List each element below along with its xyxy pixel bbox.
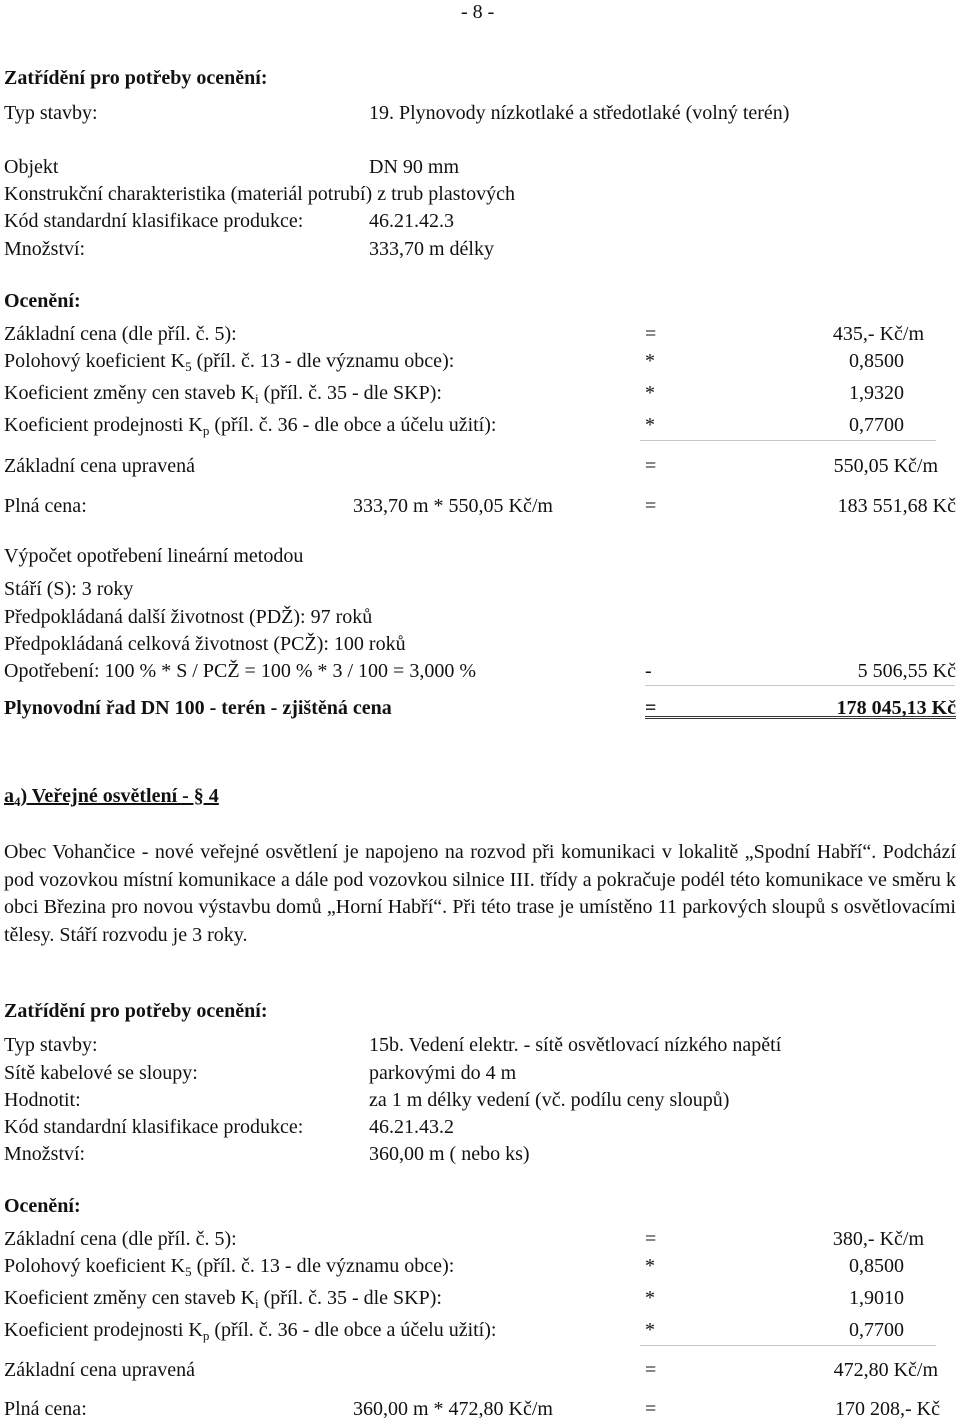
position-coefficient-value-2: 0,8500: [849, 1255, 904, 1277]
building-type-value: 19. Plynovody nízkotlaké a středotlaké (volný terén): [369, 102, 790, 124]
price-change-coefficient-label: Koeficient změny cen staveb $K_i$ (příl. č. 35 - dle SKP):: [4, 382, 442, 406]
subtotal-divider: [640, 440, 936, 441]
construction-characteristic: Konstrukční charakteristika (materiál potrubí) z trub plastových: [4, 183, 515, 205]
quantity-value: 333,70 m délky: [369, 238, 494, 260]
base-price-value-2: 380,- Kč/m: [832, 1228, 924, 1250]
determined-price-label: Plynovodní řad DN 100 - terén - zjištěná cena: [4, 697, 392, 719]
classification-heading: Zatřídění pro potřeby ocenění:: [4, 67, 268, 89]
object-value: DN 90 mm: [369, 156, 459, 178]
base-price-operator: =: [645, 323, 657, 345]
determined-price-operator: =: [645, 697, 657, 719]
adjusted-price-value-2: 472,80 Kč/m: [833, 1359, 938, 1381]
saleability-coefficient-value-2: 0,7700: [849, 1319, 904, 1341]
base-price-value: 435,- Kč/m: [832, 323, 924, 345]
building-type-label-2: Typ stavby:: [4, 1034, 98, 1056]
quantity-label-2: Množství:: [4, 1143, 86, 1165]
remaining-lifetime: Předpokládaná další životnost (PDŽ): 97 roků: [4, 606, 373, 628]
price-change-coefficient-operator: *: [645, 382, 655, 404]
depreciation-value: 5 506,55 Kč: [857, 660, 956, 682]
adjusted-price-label: Základní cena upravená: [4, 455, 196, 477]
classification-code-value-2: 46.21.43.2: [369, 1116, 454, 1138]
adjusted-price-operator-2: =: [645, 1359, 657, 1381]
depreciation-method: Výpočet opotřebení lineární metodou: [4, 545, 304, 567]
determined-price-underline: [645, 716, 956, 719]
full-price-label-2: Plná cena:: [4, 1398, 87, 1420]
classification-code-value: 46.21.42.3: [369, 210, 454, 232]
saleability-coefficient-operator-2: *: [645, 1319, 655, 1341]
evaluate-label: Hodnotit:: [4, 1089, 81, 1111]
position-coefficient-label-2: Polohový koeficient $K_5$ (příl. č. 13 - dle významu obce):: [4, 1255, 455, 1279]
position-coefficient-value: 0,8500: [849, 350, 904, 372]
depreciation-divider: [645, 685, 955, 686]
total-lifetime: Předpokládaná celková životnost (PCŽ): 100 roků: [4, 633, 406, 655]
position-coefficient-label: Polohový koeficient $K_5$ (příl. č. 13 - dle významu obce):: [4, 350, 455, 374]
page-number: - 8 -: [461, 1, 495, 23]
quantity-label: Množství:: [4, 238, 86, 260]
depreciation-calculation: Opotřebení: 100 % * S / PCŽ = 100 % * 3 / 100 = 3,000 %: [4, 660, 476, 682]
classification-heading-2: Zatřídění pro potřeby ocenění:: [4, 1000, 268, 1022]
adjusted-price-value: 550,05 Kč/m: [833, 455, 938, 477]
age: Stáří (S): 3 roky: [4, 578, 134, 600]
determined-price-value: 178 045,13 Kč: [836, 697, 956, 719]
price-change-coefficient-label-2: Koeficient změny cen staveb $K_i$ (příl. č. 35 - dle SKP):: [4, 1287, 442, 1311]
position-coefficient-operator-2: *: [645, 1255, 655, 1277]
base-price-label-2: Základní cena (dle příl. č. 5):: [4, 1228, 237, 1250]
classification-code-label-2: Kód standardní klasifikace produkce:: [4, 1116, 304, 1138]
valuation-heading: Ocenění:: [4, 290, 81, 312]
building-type-value-2: 15b. Vedení elektr. - sítě osvětlovací nízkého napětí: [369, 1034, 782, 1056]
quantity-value-2: 360,00 m ( nebo ks): [369, 1143, 530, 1165]
full-price-calculation: 333,70 m * 550,05 Kč/m: [353, 495, 553, 517]
valuation-heading-2: Ocenění:: [4, 1195, 81, 1217]
base-price-label: Základní cena (dle příl. č. 5):: [4, 323, 237, 345]
saleability-coefficient-value: 0,7700: [849, 414, 904, 436]
classification-code-label: Kód standardní klasifikace produkce:: [4, 210, 304, 232]
cable-networks-value: parkovými do 4 m: [369, 1062, 517, 1084]
saleability-coefficient-operator: *: [645, 414, 655, 436]
cable-networks-label: Sítě kabelové se sloupy:: [4, 1062, 198, 1084]
section-title-public-lighting: $a_4$) Veřejné osvětlení - § 4: [4, 785, 219, 809]
depreciation-operator: -: [645, 660, 652, 682]
full-price-operator: =: [645, 495, 657, 517]
saleability-coefficient-label-2: Koeficient prodejnosti $K_p$ (příl. č. 36 - dle obce a účelu užití):: [4, 1319, 497, 1343]
full-price-operator-2: =: [645, 1398, 657, 1420]
saleability-coefficient-label: Koeficient prodejnosti $K_p$ (příl. č. 36 - dle obce a účelu užití):: [4, 414, 497, 438]
evaluate-value: za 1 m délky vedení (vč. podílu ceny sloupů): [369, 1089, 730, 1111]
building-type-label: Typ stavby:: [4, 102, 98, 124]
full-price-label: Plná cena:: [4, 495, 87, 517]
subtotal-divider-2: [640, 1345, 936, 1346]
full-price-calculation-2: 360,00 m * 472,80 Kč/m: [353, 1398, 553, 1420]
object-label: Objekt: [4, 156, 59, 178]
price-change-coefficient-value-2: 1,9010: [849, 1287, 904, 1309]
position-coefficient-operator: *: [645, 350, 655, 372]
price-change-coefficient-value: 1,9320: [849, 382, 904, 404]
full-price-value-2: 170 208,- Kč: [835, 1398, 940, 1420]
adjusted-price-operator: =: [645, 455, 657, 477]
base-price-operator-2: =: [645, 1228, 657, 1250]
full-price-value: 183 551,68 Kč: [837, 495, 956, 517]
adjusted-price-label-2: Základní cena upravená: [4, 1359, 196, 1381]
description-paragraph: Obec Vohančice - nové veřejné osvětlení je napojeno na rozvod při komunikaci v lokalitě „Spodní Habří“. Podchází pod vozovkou místní komunikace a dále pod vozovkou silnice III. třídy a pokračuje podél této komunikace ve směru k obci Březina pro novou výstavbu domů „Horní Habří“. Při této trase je umístěno 11 parkových sloupů s osvětlovacími tělesy. Stáří rozvodu je 3 roky.: [4, 841, 956, 946]
price-change-coefficient-operator-2: *: [645, 1287, 655, 1309]
